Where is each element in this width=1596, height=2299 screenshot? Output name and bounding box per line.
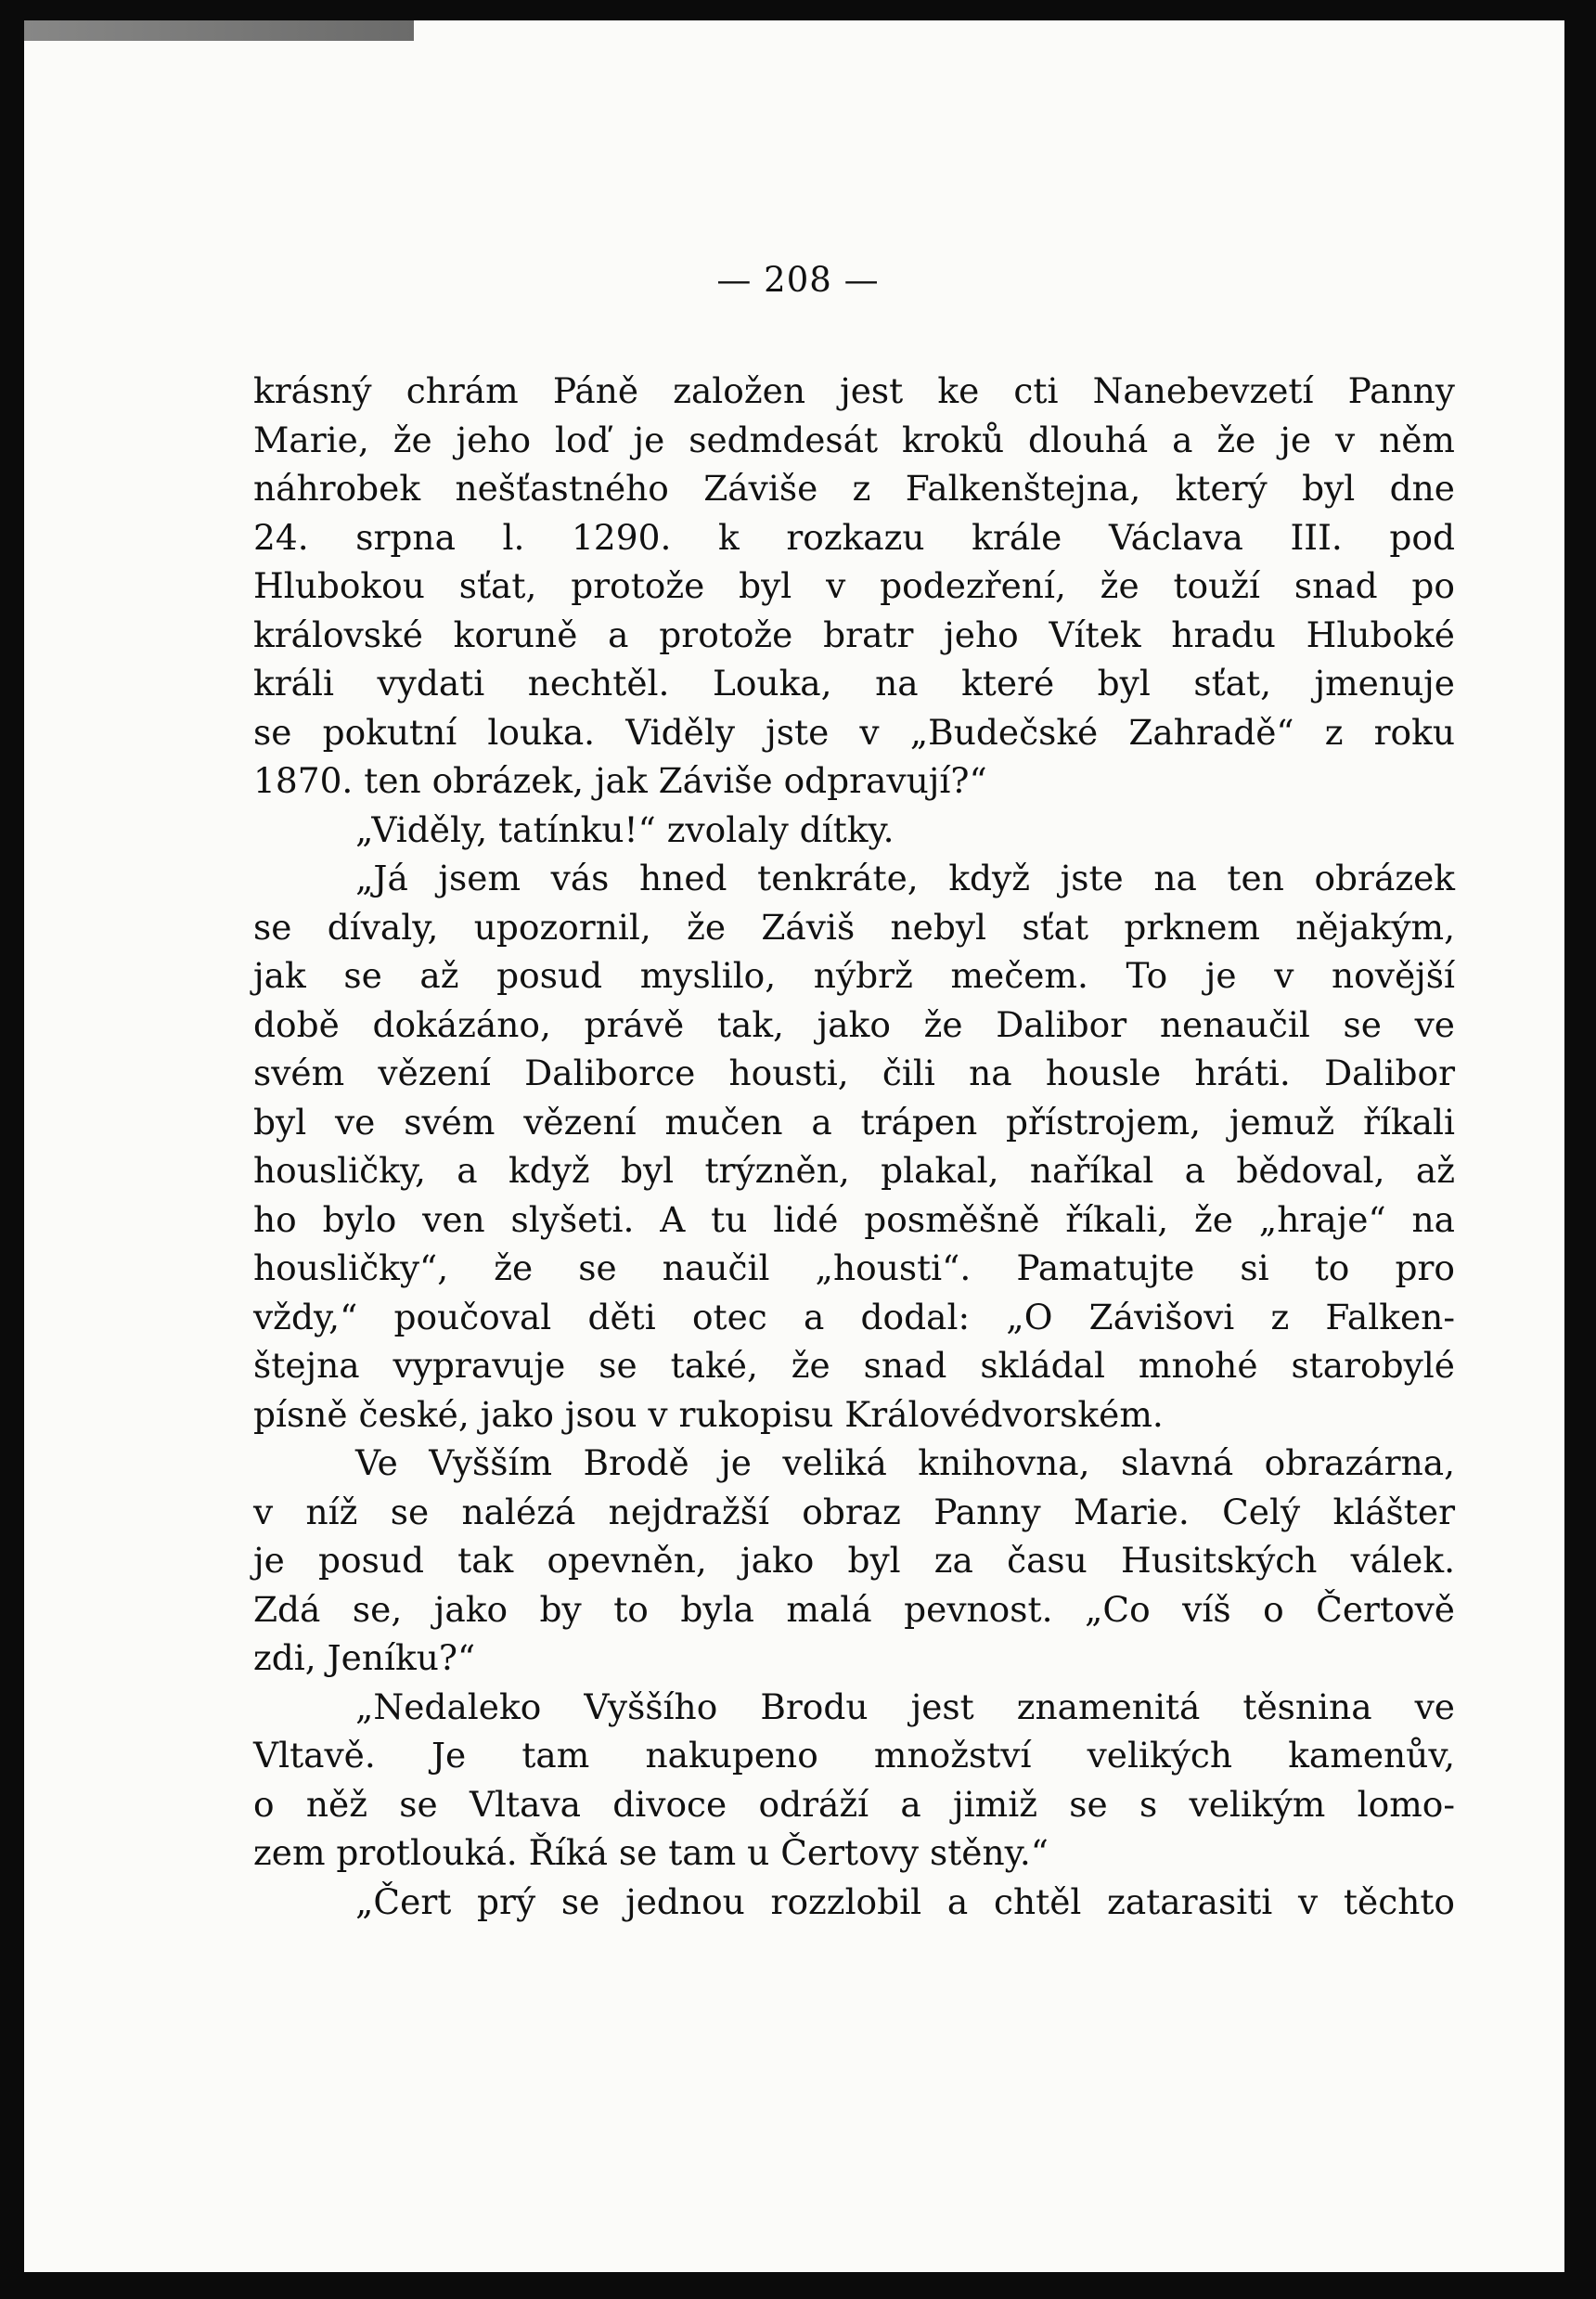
- page-number: — 208 —: [716, 260, 880, 300]
- text-line: 1870. ten obrázek, jak Záviše odpravují?“: [253, 760, 987, 801]
- text-line: zem protlouká. Říká se tam u Čertovy stěny.“: [253, 1832, 1049, 1873]
- text-line: Zdá se, jako by to byla malá pevnost. „Co víš o Čertově: [253, 1588, 1455, 1630]
- text-line: 24. srpna l. 1290. k rozkazu krále Václava III. pod: [253, 516, 1455, 558]
- text-line: štejna vypravuje se také, že snad skládal mnohé starobylé: [253, 1345, 1455, 1386]
- text-line: náhrobek nešťastného Záviše z Falkenštejna, který byl dne: [253, 468, 1455, 509]
- text-line: vždy,“ poučoval děti otec a dodal: „O Závišovi z Falken-: [253, 1296, 1455, 1337]
- text-line: Marie, že jeho loď je sedmdesát kroků dlouhá a že je v něm: [253, 419, 1455, 460]
- text-line: „Nedaleko Vyššího Brodu jest znamenitá těsnina ve: [355, 1686, 1455, 1727]
- text-line: se pokutní louka. Viděly jste v „Budečské Zahradě“ z roku: [253, 711, 1455, 753]
- text-line: královské koruně a protože bratr jeho Vítek hradu Hluboké: [253, 613, 1455, 655]
- text-line: je posud tak opevněn, jako byl za času Husitských válek.: [253, 1540, 1455, 1581]
- text-line: o něž se Vltava divoce odráží a jimiž se s velikým lomo-: [253, 1783, 1455, 1825]
- text-line: v níž se nalézá nejdražší obraz Panny Marie. Celý klášter: [253, 1491, 1455, 1532]
- text-line: „Viděly, tatínku!“ zvolaly dítky.: [355, 808, 895, 850]
- text-line: době dokázáno, právě tak, jako že Dalibor nenaučil se ve: [253, 1003, 1455, 1045]
- text-line: svém vězení Daliborce housti, čili na housle hráti. Dalibor: [253, 1053, 1455, 1093]
- body-text: [253, 367, 1455, 1926]
- text-line: písně české, jako jsou v rukopisu Královédvorském.: [253, 1393, 1164, 1435]
- text-line: Ve Vyšším Brodě je veliká knihovna, slavná obrazárna,: [355, 1442, 1455, 1483]
- text-line: housličky, a když byl trýzněn, plakal, naříkal a bědoval, až: [253, 1150, 1455, 1191]
- text-line: králi vydati nechtěl. Louka, na které byl sťat, jmenuje: [253, 663, 1455, 704]
- text-line: krásný chrám Páně založen jest ke cti Nanebevzetí Panny: [253, 370, 1455, 411]
- scan-edge-mark: [24, 20, 414, 41]
- text-line: Hlubokou sťat, protože byl v podezření, že touží snad po: [253, 565, 1455, 606]
- text-line: zdi, Jeníku?“: [253, 1637, 476, 1678]
- text-line: „Čert prý se jednou rozzlobil a chtěl zatarasiti v těchto: [355, 1880, 1455, 1922]
- text-line: Vltavě. Je tam nakupeno množství velikých kamenův,: [253, 1735, 1455, 1776]
- text-line: ho bylo ven slyšeti. A tu lidé posměšně říkali, že „hraje“ na: [253, 1198, 1455, 1240]
- text-line: housličky“, že se naučil „housti“. Pamatujte si to pro: [253, 1247, 1455, 1288]
- text-line: se dívaly, upozornil, že Záviš nebyl sťat prknem nějakým,: [253, 906, 1455, 948]
- text-line: „Já jsem vás hned tenkráte, když jste na ten obrázek: [355, 858, 1455, 898]
- text-line: jak se až posud myslilo, nýbrž mečem. To je v novější: [253, 955, 1455, 996]
- text-line: byl ve svém vězení mučen a trápen přístrojem, jemuž říkali: [253, 1101, 1455, 1143]
